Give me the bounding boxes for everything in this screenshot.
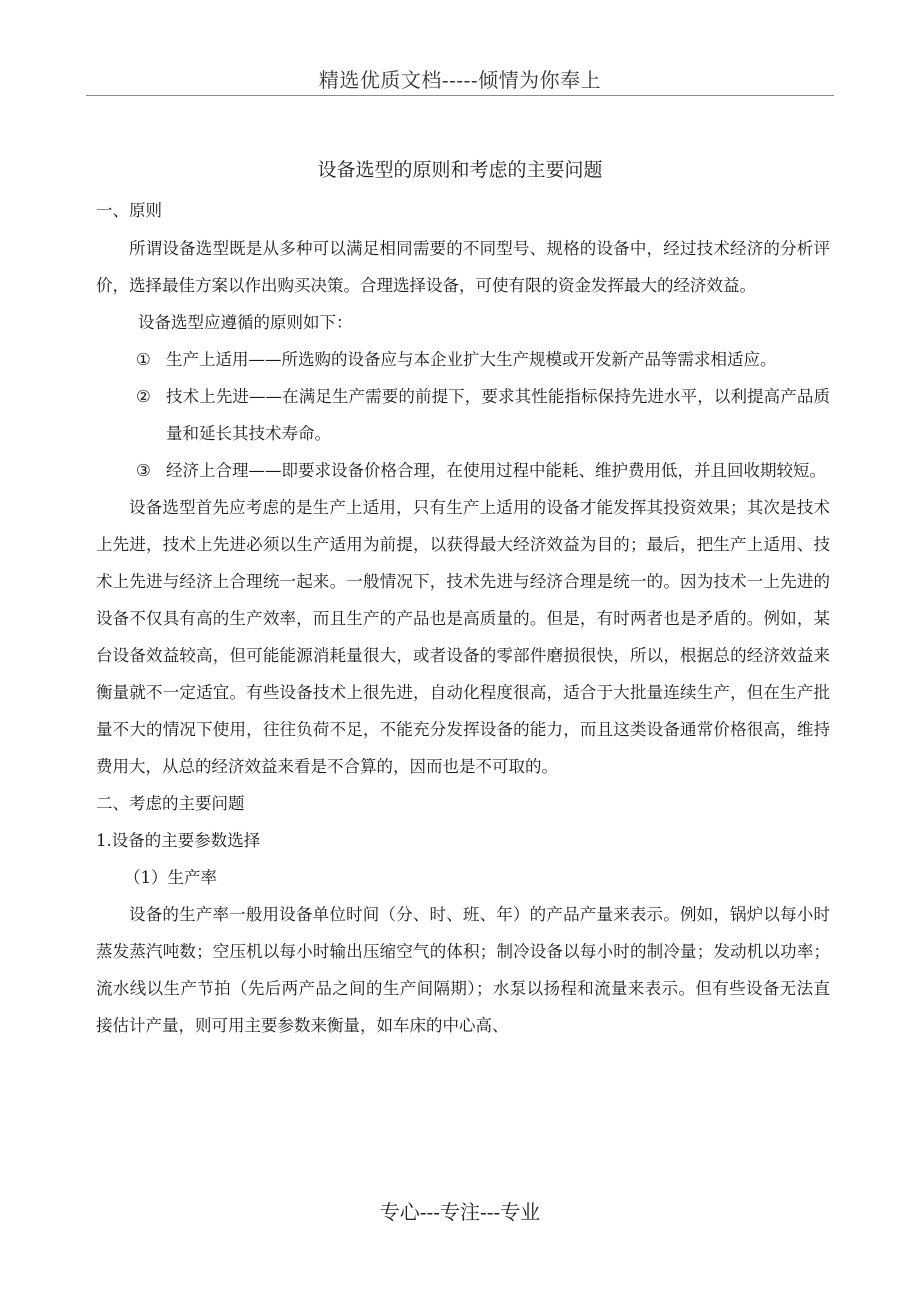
list-item-text: 技术上先进——在满足生产需要的前提下，要求其性能指标保持先进水平，以利提高产品质量和延长其技术寿命。 [166, 387, 830, 443]
list-item-text: 生产上适用——所选购的设备应与本企业扩大生产规模或开发新产品等需求相适应。 [166, 350, 777, 369]
header-divider [86, 95, 834, 96]
list-item [96, 452, 830, 489]
principles-list [96, 341, 830, 489]
paragraph-selection-priority: 设备选型首先应考虑的是生产上适用，只有生产上适用的设备才能发挥其投资效果；其次是技术上先进，技术上先进必须以生产适用为前提，以获得最大经济效益为目的；最后，把生产上适用、技术上先进与经济上合理统一起来。一般情况下，技术先进与经济合理是统一的。因为技术一上先进的设备不仅具有高的生产效率，而且生产的产品也是高质量的。但是，有时两者也是矛盾的。例如，某台设备效益较高，但可能能源消耗量很大，或者设备的零部件磨损很快，所以，根据总的经济效益来衡量就不一定适宜。有些设备技术上很先进，自动化程度很高，适合于大批量连续生产，但在生产批量不大的情况下使用，往往负荷不足，不能充分发挥设备的能力，而且这类设备通常价格很高，维持费用大，从总的经济效益来看是不合算的，因而也是不可取的。 [96, 498, 830, 776]
section-heading-main-issues: 二、考虑的主要问题 [96, 794, 245, 813]
principles-intro: 设备选型应遵循的原则如下： [138, 313, 353, 332]
list-number: ③ [136, 461, 151, 480]
section-heading-principles: 一、原则 [96, 201, 162, 220]
subsection-heading-parameters: 1.设备的主要参数选择 [96, 831, 261, 850]
list-item-text: 经济上合理——即要求设备价格合理，在使用过程中能耗、维护费用低，并且回收期较短。 [166, 461, 826, 480]
document-body [96, 197, 830, 1044]
paragraph-productivity: 设备的生产率一般用设备单位时间（分、时、班、年）的产品产量来表示。例如，锅炉以每小时蒸发蒸汽吨数；空压机以每小时输出压缩空气的体积；制冷设备以每小时的制冷量；发动机以功率；流水线以生产节拍（先后两产品之间的生产间隔期）；水泵以扬程和流量来表示。但有些设备无法直接估计产量，则可用主要参数来衡量，如车床的中心高、 [96, 905, 830, 1035]
page-footer: 专心---专注---专业 [379, 1200, 541, 1224]
subsection-heading-productivity: （1）生产率 [124, 868, 217, 887]
document-title: 设备选型的原则和考虑的主要问题 [317, 159, 603, 181]
page-header: 精选优质文档-----倾情为你奉上 [318, 68, 602, 92]
paragraph-definition: 所谓设备选型既是从多种可以满足相同需要的不同型号、规格的设备中，经过技术经济的分析评价，选择最佳方案以作出购买决策。合理选择设备，可使有限的资金发挥最大的经济效益。 [96, 239, 830, 295]
list-item [96, 378, 830, 452]
list-number: ② [136, 387, 151, 406]
list-item [96, 341, 830, 378]
list-number: ① [136, 350, 151, 369]
